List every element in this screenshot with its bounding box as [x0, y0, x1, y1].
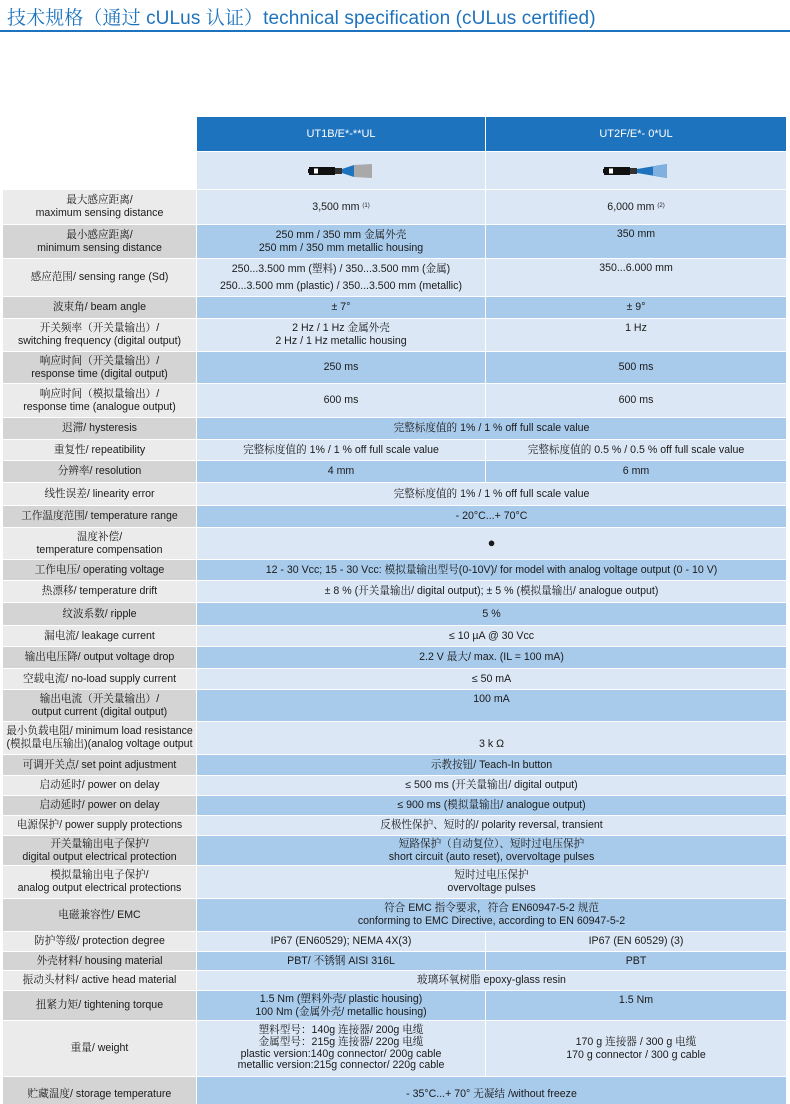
row-response-digital [3, 352, 786, 384]
row-leakage-current [3, 626, 786, 647]
value-col-1 [196, 352, 485, 383]
value-col-2 [485, 932, 786, 951]
value-line: 100 Nm (金属外壳/ metallic housing) [255, 1005, 427, 1018]
row-linearity [3, 483, 786, 506]
row-label [3, 506, 196, 527]
bullet-icon: ● [487, 535, 496, 551]
row-label [3, 418, 196, 439]
value-line: 250...3.500 mm (塑料) / 350...3.500 mm (金属) [231, 262, 451, 275]
value-line: 250...3.500 mm (plastic) / 350...3.500 mm (metallic) [220, 279, 462, 292]
label-text: 外壳材料/ housing material [36, 954, 163, 967]
value-line: short circuit (auto reset), overvoltage pulses [388, 850, 595, 863]
value-col-1 [196, 319, 485, 351]
label-cn: 最大感应距离/ [66, 194, 133, 207]
row-label [3, 899, 196, 931]
value-text: 350 mm [616, 228, 656, 240]
row-label [3, 259, 196, 296]
value-span [196, 776, 786, 795]
row-label [3, 461, 196, 482]
value-span [196, 899, 786, 931]
label-text: 防护等级/ protection degree [34, 935, 165, 948]
value-line: 塑料型号：140g 连接器/ 200g 电缆 [258, 1023, 424, 1036]
value-text: 1.5 Nm [618, 994, 654, 1006]
row-power-on-delay-analogue [3, 796, 786, 816]
value-span [196, 506, 786, 527]
label-text: 纹波系数/ ripple [62, 607, 137, 620]
value-text: - 35°C...+ 70° 无凝结 /without freeze [406, 1088, 577, 1101]
value-text: 600 ms [323, 394, 359, 407]
value-col-1 [196, 440, 485, 460]
row-label [3, 816, 196, 835]
row-housing-material [3, 952, 786, 971]
row-head-material [3, 971, 786, 991]
row-min-load-resistance [3, 722, 786, 755]
row-label [3, 796, 196, 815]
label-cn: 开关量输出电子保护/ [50, 837, 149, 850]
header-row [3, 117, 786, 152]
value-span [196, 836, 786, 865]
value-text: 500 ms [618, 361, 654, 374]
label-cn: 最小感应距离/ [66, 228, 133, 241]
value-col-1 [196, 297, 485, 318]
row-power-supply-protections [3, 816, 786, 836]
row-label [3, 190, 196, 224]
row-emc [3, 899, 786, 932]
value-text: IP67 (EN 60529) (3) [588, 935, 684, 948]
label-cn: 温度补偿/ [76, 530, 123, 543]
value-text: 3 k Ω [479, 738, 504, 751]
label-text: 波束角/ beam angle [52, 301, 147, 314]
label-text: 电磁兼容性/ EMC [58, 908, 141, 921]
value-text: ≤ 10 µA @ 30 Vcc [448, 629, 535, 642]
label-en: output current (digital output) [31, 705, 168, 718]
value-text: 完整标度值的 1% / 1 % off full scale value [393, 422, 590, 435]
row-digital-output-protection [3, 836, 786, 866]
row-label [3, 755, 196, 775]
label-en: analog output electrical protections [17, 882, 182, 894]
title-bar [0, 0, 790, 32]
row-min-sensing [3, 225, 786, 259]
value-line: 符合 EMC 指令要求，符合 EN60947-5-2 规范 [384, 902, 599, 915]
value-text: 反极性保护、短时的/ polarity reversal, transient [380, 819, 603, 832]
value-line: overvoltage pulses [447, 882, 536, 894]
value-col-1 [196, 991, 485, 1020]
row-label [3, 319, 196, 351]
row-repeatability [3, 440, 786, 461]
row-label [3, 1077, 196, 1104]
value-line: metallic version:215g connector/ 220g cable [237, 1059, 445, 1072]
value-span [196, 1077, 786, 1104]
row-beam-angle [3, 297, 786, 319]
label-text: 启动延时/ power on delay [39, 799, 160, 812]
value-text: ≤ 50 mA [471, 672, 512, 685]
value-line: 250 mm / 350 mm metallic housing [258, 241, 424, 254]
row-sensing-range [3, 259, 786, 297]
value-span [196, 722, 786, 754]
row-weight [3, 1021, 786, 1077]
value-span [196, 866, 786, 898]
row-label [3, 603, 196, 625]
label-text: 贮藏温度/ storage temperature [27, 1088, 172, 1101]
row-label [3, 669, 196, 689]
value-text: 玻璃环氧树脂 epoxy-glass resin [417, 974, 566, 987]
label-en: temperature compensation [36, 543, 163, 556]
label-cn: 最小负载电阻/ minimum load resistance [6, 725, 193, 738]
row-storage-temperature [3, 1077, 786, 1104]
value-span [196, 560, 786, 580]
label-en: response time (digital output) [31, 367, 168, 380]
value-col-2 [485, 952, 786, 970]
value-text: 5 % [482, 607, 501, 620]
value-col-1 [196, 225, 485, 258]
label-text: 热漂移/ temperature drift [41, 585, 158, 598]
label-text: 启动延时/ power on delay [39, 779, 160, 792]
row-ripple [3, 603, 786, 626]
value-line: 250 mm / 350 mm 金属外壳 [275, 228, 407, 241]
label-text: 输出电压降/ output voltage drop [24, 651, 175, 664]
value-span [196, 528, 786, 559]
row-power-on-delay-digital [3, 776, 786, 796]
value-col-1 [196, 461, 485, 482]
row-temperature-compensation [3, 528, 786, 560]
label-text: 感应范围/ sensing range (Sd) [30, 271, 169, 284]
label-en: response time (analogue output) [23, 400, 176, 413]
value-line: 短时过电压保护 [454, 869, 529, 882]
row-label [3, 1021, 196, 1076]
label-text: 漏电流/ leakage current [44, 629, 155, 642]
value-line: 2 Hz / 1 Hz metallic housing [275, 335, 407, 347]
sensor-icon-row [3, 152, 786, 190]
row-temperature-range [3, 506, 786, 528]
value-span [196, 647, 786, 668]
label-text: 工作电压/ operating voltage [34, 563, 165, 576]
label-text: 扭紧力矩/ tightening torque [35, 999, 164, 1012]
value-text: 示教按钮/ Teach-In button [430, 758, 553, 771]
label-text: 振动头材料/ active head material [22, 974, 177, 987]
sensor-icon-cell-2 [485, 152, 786, 189]
value-col-1 [196, 259, 485, 296]
row-label [3, 560, 196, 580]
label-en: minimum sensing distance [37, 241, 162, 254]
value-span [196, 603, 786, 625]
label-text: 线性误差/ linearity error [44, 487, 155, 500]
icon-row-corner [3, 152, 196, 189]
value-col-2 [485, 259, 786, 296]
row-label [3, 991, 196, 1020]
row-switching-frequency [3, 319, 786, 352]
value-col-2 [485, 1021, 786, 1076]
label-cn: 开关频率（开关量输出）/ [39, 322, 160, 335]
ultrasonic-sensor-icon [603, 164, 669, 178]
value-text: IP67 (EN60529); NEMA 4X(3) [270, 935, 412, 948]
footnote-ref: (2) [657, 202, 665, 209]
value-text: 600 ms [618, 394, 654, 407]
value-text: ≤ 900 ms (模拟量输出/ analogue output) [397, 799, 586, 812]
value-text: 12 - 30 Vcc; 15 - 30 Vcc: 模拟量输出型号(0-10V)/ for model with analog voltage output (0 - 10 V) [265, 563, 718, 576]
row-operating-voltage [3, 560, 786, 581]
value-text: PBT/ 不锈钢 AISI 316L [287, 954, 395, 967]
value-col-2 [485, 352, 786, 383]
value-span [196, 418, 786, 439]
row-label [3, 440, 196, 460]
row-label [3, 971, 196, 990]
row-label [3, 384, 196, 417]
label-text: 工作温度范围/ temperature range [21, 510, 178, 523]
value-text: 6 mm [622, 465, 650, 478]
value-span [196, 483, 786, 505]
value-span [196, 816, 786, 835]
label-text: 电源保护/ power supply protections [16, 819, 183, 832]
row-output-voltage-drop [3, 647, 786, 669]
value-line: plastic version:140g connector/ 200g cable [240, 1047, 442, 1060]
row-label [3, 528, 196, 559]
value-text: 完整标度值的 1% / 1 % off full scale value [393, 487, 590, 500]
value-col-2 [485, 225, 786, 258]
row-tightening-torque [3, 991, 786, 1021]
value-text: 250 ms [323, 361, 359, 374]
label-en: maximum sensing distance [35, 207, 164, 219]
ultrasonic-sensor-icon [308, 164, 374, 178]
value-line: 2 Hz / 1 Hz 金属外壳 [292, 322, 390, 335]
label-en: (模拟量电压输出)(analog voltage output [6, 738, 193, 750]
value-col-1 [196, 952, 485, 970]
value-text: PBT [625, 954, 647, 967]
model-header-1: UT1B/E*-**UL [196, 117, 485, 151]
value-col-1 [196, 932, 485, 951]
value-text: ± 9° [626, 301, 646, 314]
header-corner [3, 117, 196, 151]
value-text: 3,500 mm [312, 200, 360, 213]
value-line: 短路保护（自动复位）、短时过电压保护 [398, 837, 585, 850]
value-span [196, 690, 786, 721]
spec-table [3, 117, 786, 1104]
label-text: 重复性/ repeatibility [53, 443, 146, 456]
value-text: 完整标度值的 1% / 1 % off full scale value [243, 443, 439, 456]
footnote-ref: (1) [362, 202, 370, 209]
label-cn: 响应时间（开关量输出）/ [39, 354, 160, 367]
value-col-2 [485, 440, 786, 460]
value-span [196, 581, 786, 602]
value-text: 6,000 mm [607, 200, 655, 213]
row-label [3, 581, 196, 602]
value-line: 1.5 Nm (塑料外壳/ plastic housing) [259, 992, 423, 1005]
value-col-1 [196, 190, 485, 224]
row-label [3, 836, 196, 865]
value-col-2 [485, 461, 786, 482]
label-text: 分辨率/ resolution [57, 465, 142, 478]
row-label [3, 225, 196, 258]
value-span [196, 755, 786, 775]
value-text: 1 Hz [625, 322, 647, 334]
row-hysteresis [3, 418, 786, 440]
value-text: ≤ 500 ms (开关量输出/ digital output) [405, 779, 578, 792]
value-text: ± 8 % (开关量输出/ digital output); ± 5 % (模拟量输出/ analogue output) [324, 585, 659, 598]
label-text: 可调开关点/ set point adjustment [22, 758, 177, 771]
sensor-icon-cell-1 [196, 152, 485, 189]
row-label [3, 866, 196, 898]
value-span [196, 626, 786, 646]
page-title: 技术规格（通过 cULus 认证）technical specification (cULus certified) [7, 8, 596, 29]
value-span [196, 796, 786, 815]
value-line: conforming to EMC Directive, according to EN 60947-5-2 [357, 915, 626, 927]
label-text: 重量/ weight [70, 1042, 129, 1055]
value-line: 170 g connector / 300 g cable [566, 1048, 706, 1061]
label-en: switching frequency (digital output) [17, 335, 182, 347]
row-protection-degree [3, 932, 786, 952]
value-col-2 [485, 991, 786, 1020]
label-text: 迟滞/ hysteresis [62, 422, 137, 435]
row-label [3, 626, 196, 646]
label-cn: 响应时间（模拟量输出）/ [39, 387, 160, 400]
value-col-2 [485, 319, 786, 351]
value-text: 4 mm [327, 465, 355, 478]
value-text: ± 7° [331, 301, 351, 314]
label-text: 空载电流/ no-load supply current [22, 672, 177, 685]
value-text: - 20°C...+ 70°C [455, 510, 528, 523]
row-temperature-drift [3, 581, 786, 603]
row-label [3, 932, 196, 951]
value-col-1 [196, 1021, 485, 1076]
value-text: 350...6.000 mm [599, 262, 673, 274]
row-resolution [3, 461, 786, 483]
value-line: 金属型号：215g 连接器/ 220g 电缆 [258, 1035, 424, 1048]
row-label [3, 722, 196, 754]
row-no-load-current [3, 669, 786, 690]
value-span [196, 971, 786, 990]
value-line: 170 g 连接器 / 300 g 电缆 [575, 1035, 697, 1048]
value-span [196, 669, 786, 689]
row-label [3, 647, 196, 668]
row-set-point [3, 755, 786, 776]
label-cn: 输出电流（开关量输出）/ [39, 692, 160, 705]
row-response-analogue [3, 384, 786, 418]
row-max-sensing [3, 190, 786, 225]
value-col-2 [485, 384, 786, 417]
row-analog-output-protection [3, 866, 786, 899]
label-en: digital output electrical protection [22, 850, 177, 863]
row-label [3, 483, 196, 505]
value-text: 100 mA [473, 693, 510, 705]
row-label [3, 690, 196, 721]
model-header-2: UT2F/E*- 0*UL [485, 117, 786, 151]
row-output-current [3, 690, 786, 722]
value-text: 2.2 V 最大/ max. (IL = 100 mA) [419, 651, 564, 664]
value-col-2 [485, 190, 786, 224]
row-label [3, 297, 196, 318]
value-col-2 [485, 297, 786, 318]
row-label [3, 776, 196, 795]
row-label [3, 352, 196, 383]
row-label [3, 952, 196, 970]
value-text: 完整标度值的 0.5 % / 0.5 % off full scale value [527, 443, 745, 456]
label-cn: 模拟量输出电子保护/ [50, 869, 149, 882]
value-col-1 [196, 384, 485, 417]
